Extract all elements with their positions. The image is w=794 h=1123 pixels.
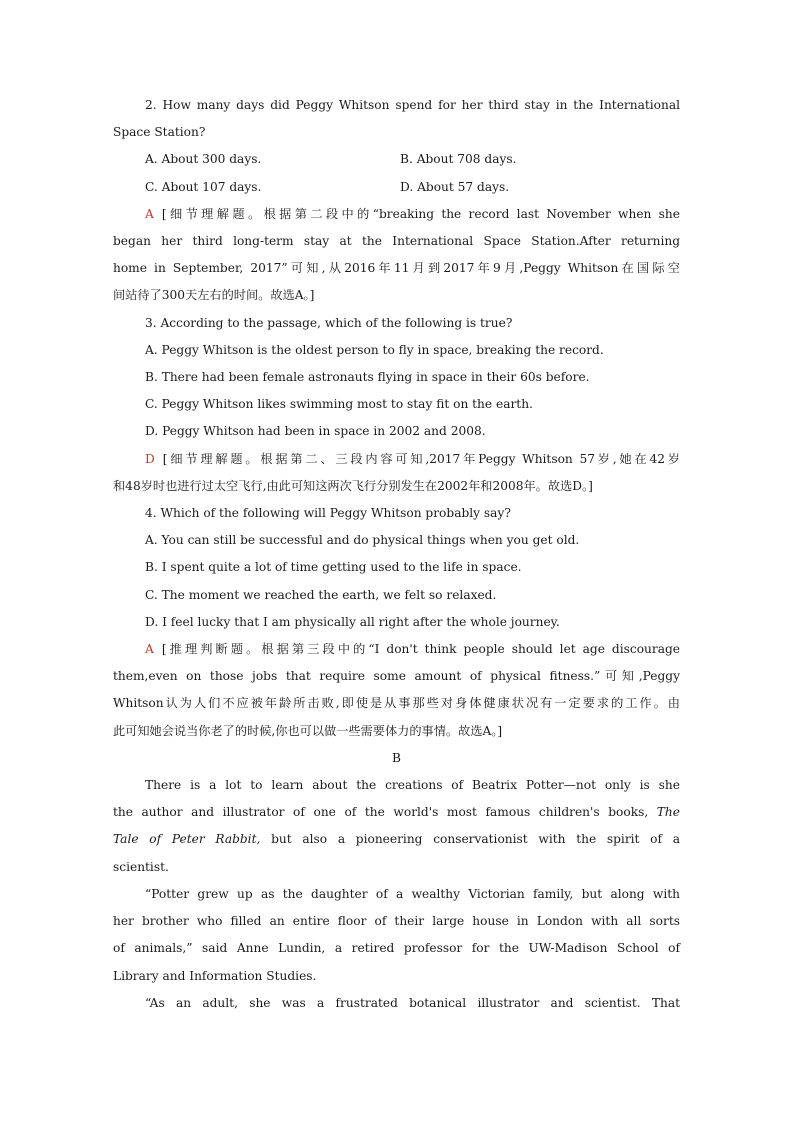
- passage-p2-line-2: her brother who filled an entire floor of their large house in London with all sorts: [113, 914, 680, 929]
- q2-option-d: D. About 57 days.: [400, 179, 510, 194]
- q3-answer: D: [145, 451, 155, 466]
- q3-stem: 3. According to the passage, which of the following is true?: [145, 315, 513, 330]
- passage-p1-line-3-text: but also a pioneering conservationist with the spirit of a: [271, 832, 680, 847]
- passage-p1-line-1: There is a lot to learn about the creations of Beatrix Potter—not only is she: [145, 778, 680, 793]
- q3-option-c: C. Peggy Whitson likes swimming most to stay fit on the earth.: [145, 397, 533, 412]
- q3-option-d: D. Peggy Whitson had been in space in 2002 and 2008.: [145, 424, 486, 439]
- passage-p3-line-1: “As an adult, she was a frustrated botanical illustrator and scientist. That: [145, 995, 680, 1010]
- passage-p1-line-2-text: the author and illustrator of one of the world's most famous children's books,: [113, 805, 649, 820]
- q2-options-row-1: [113, 146, 680, 173]
- q4-explanation-line-3: Whitson认为人们不应被年龄所击败,即使是从事那些对身体健康状况有一定要求的工作。由: [113, 696, 680, 711]
- q2-answer: A: [145, 206, 154, 221]
- passage-p2-line-3: of animals,” said Anne Lundin, a retired professor for the UW-Madison School of: [113, 941, 680, 956]
- passage-p1-line-2: [113, 799, 680, 826]
- passage-p1-line-3: [113, 826, 680, 853]
- q2-explanation-text-1: [细节理解题。根据第二段中的“breaking the record last November when she: [161, 206, 680, 221]
- q4-option-a: A. You can still be successful and do physical things when you get old.: [145, 533, 580, 548]
- q2-stem-line-2: Space Station?: [113, 125, 206, 140]
- section-b-heading: B: [392, 750, 401, 765]
- book-title-part-1: The: [656, 805, 680, 820]
- q4-explanation-line-1: [113, 636, 680, 663]
- q3-option-a: A. Peggy Whitson is the oldest person to fly in space, breaking the record.: [145, 342, 604, 357]
- q3-option-b: B. There had been female astronauts flying in space in their 60s before.: [145, 370, 590, 385]
- q2-stem-line-1: 2. How many days did Peggy Whitson spend for her third stay in the International: [145, 98, 680, 112]
- q4-stem: 4. Which of the following will Peggy Whitson probably say?: [145, 506, 511, 521]
- document-page: [113, 92, 680, 1017]
- q4-option-b: B. I spent quite a lot of time getting used to the life in space.: [145, 560, 522, 575]
- q4-answer: A: [145, 642, 154, 657]
- q4-option-c: C. The moment we reached the earth, we felt so relaxed.: [145, 587, 497, 602]
- q3-explanation-text-1: [细节理解题。根据第二、三段内容可知,2017年Peggy Whitson 57岁,她在42岁: [162, 451, 680, 466]
- q2-options-row-2: [113, 174, 680, 201]
- q2-explanation-line-1: [113, 201, 680, 228]
- q2-explanation-line-2: began her third long-term stay at the International Space Station.After returning: [113, 234, 680, 249]
- q2-option-c: C. About 107 days.: [145, 179, 262, 194]
- q4-explanation-line-2: them,even on those jobs that require some amount of physical fitness.”可知,Peggy: [113, 669, 680, 684]
- q4-option-d: D. I feel lucky that I am physically all right after the whole journey.: [145, 614, 560, 629]
- q2-explanation-line-4: 间站待了300天左右的时间。故选A。]: [113, 288, 315, 303]
- passage-p2-line-1: “Potter grew up as the daughter of a wealthy Victorian family, but along with: [145, 886, 680, 901]
- passage-p1-line-4: scientist.: [113, 859, 169, 874]
- q4-explanation-text-1: [推理判断题。根据第三段中的“I don't think people should let age discourage: [161, 642, 680, 657]
- q3-explanation-line-1: [113, 446, 680, 473]
- q3-explanation-line-2: 和48岁时也进行过太空飞行,由此可知这两次飞行分别发生在2002年和2008年。故选D。]: [113, 478, 593, 493]
- q2-option-b: B. About 708 days.: [400, 152, 517, 167]
- q2-option-a: A. About 300 days.: [145, 152, 262, 167]
- book-title-part-2: Tale of Peter Rabbit,: [113, 832, 261, 847]
- q2-explanation-line-3: home in September, 2017”可知,从2016年11月到2017年9月,Peggy Whitson在国际空: [113, 261, 680, 276]
- passage-p2-line-4: Library and Information Studies.: [113, 968, 317, 983]
- q4-explanation-line-4: 此可知她会说当你老了的时候,你也可以做一些需要体力的事情。故选A。]: [113, 723, 503, 738]
